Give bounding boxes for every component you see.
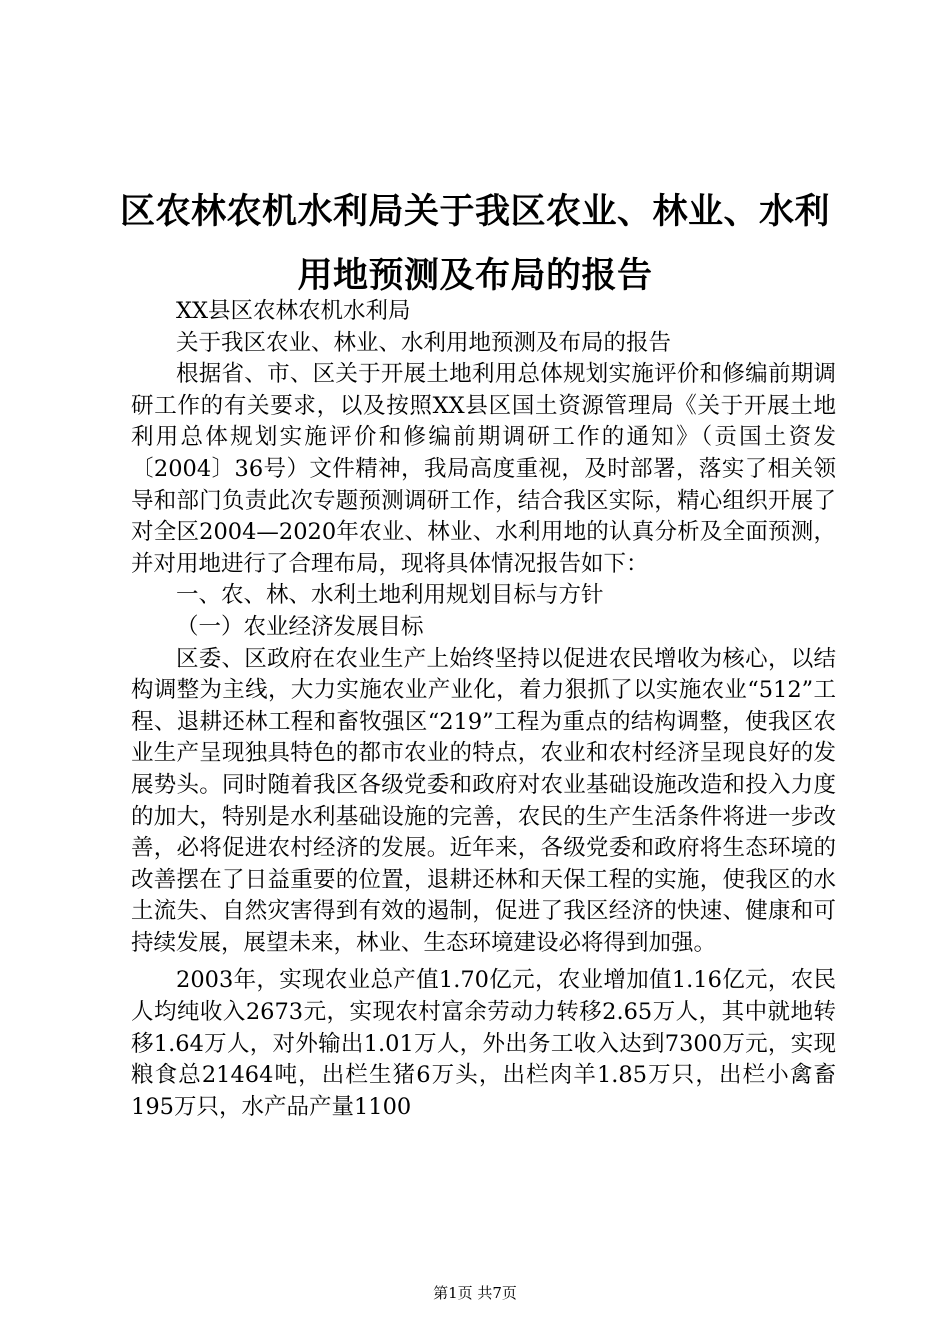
paragraph-development: 区委、区政府在农业生产上始终坚持以促进农民增收为核心，以结构调整为主线，大力实施农业产业化，着力狠抓了以实施农业“512”工程、退耕还林工程和畜牧强区“219”工程为重点的结构调整，使我区农业生产呈现独具特色的都市农业的特点，农业和农村经济呈现良好的发展势头。同时随着我区各级党委和政府对农业基础设施改造和投入力度的加大，特别是水利基础设施的完善，农民的生产生活条件将进一步改善，必将促进农村经济的发展。近年来，各级党委和政府将生态环境的改善摆在了日益重要的位置，退耕还林和天保工程的实施，使我区的水土流失、自然灾害得到有效的遏制，促进了我区经济的快速、健康和可持续发展，展望未来，林业、生态环境建设必将得到加强。 — [131, 645, 836, 956]
report-subtitle: 关于我区农业、林业、水利用地预测及布局的报告 — [176, 329, 672, 356]
document-body — [131, 296, 836, 1123]
issuer-line: XX县区农林农机水利局 — [176, 298, 411, 324]
title-line-2: 用地预测及布局的报告 — [297, 255, 653, 296]
document-title — [110, 180, 840, 308]
title-line-1: 区农林农机水利局关于我区农业、林业、水利 — [119, 191, 830, 232]
page-number-footer: 第1页 共7页 — [433, 1284, 517, 1302]
section-heading-1: 一、农、林、水利土地利用规划目标与方针 — [176, 582, 604, 609]
subsection-heading-1: （一）农业经济发展目标 — [176, 613, 424, 640]
paragraph-intro: 根据省、市、区关于开展土地利用总体规划实施评价和修编前期调研工作的有关要求，以及按照XX县区国土资源管理局《关于开展土地利用总体规划实施评价和修编前期调研工作的通知》（贡国土资发〔2004〕36号）文件精神，我局高度重视，及时部署，落实了相关领导和部门负责此次专题预测调研工作，结合我区实际，精心组织开展了对全区2004—2020年农业、林业、水利用地的认真分析及全面预测，并对用地进行了合理布局，现将具体情况报告如下： — [131, 361, 836, 577]
paragraph-2003-stats: 2003年，实现农业总产值1.70亿元，农业增加值1.16亿元，农民人均纯收入2673元，实现农村富余劳动力转移2.65万人，其中就地转移1.64万人，对外输出1.01万人，外出务工收入达到7300万元，实现粮食总21464吨，出栏生猪6万头，出栏肉羊1.85万只，出栏小禽畜195万只，水产品产量1100 — [131, 967, 836, 1120]
